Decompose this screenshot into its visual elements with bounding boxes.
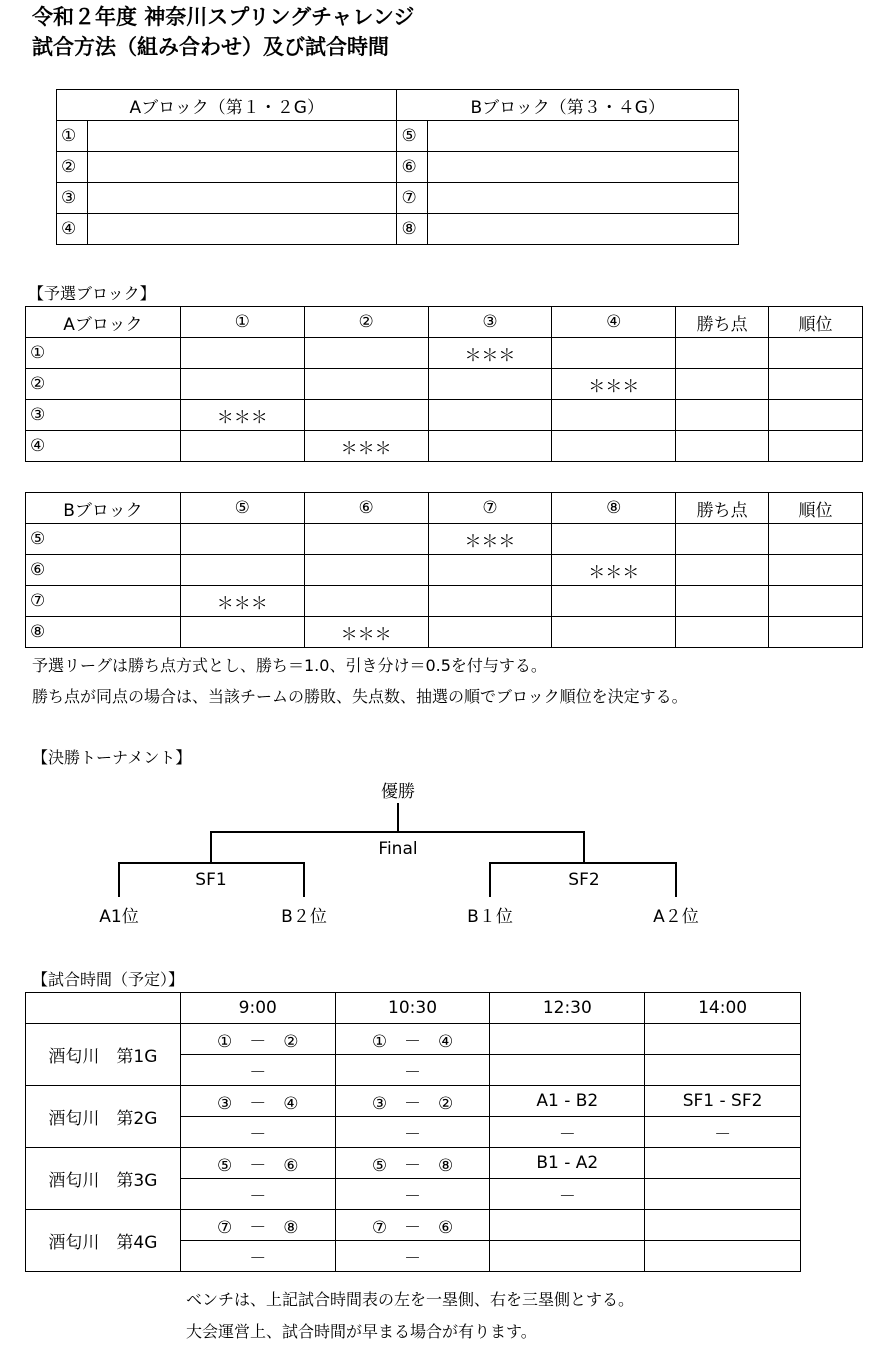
- result-cell: [304, 369, 428, 400]
- final-label: Final: [378, 839, 418, 859]
- score-cell: [645, 1241, 801, 1272]
- bracket-line-champion: [397, 803, 399, 833]
- seed-a1: A1位: [99, 907, 139, 927]
- seed-b2: B２位: [281, 907, 327, 927]
- result-cell: [552, 431, 676, 462]
- bracket-line-a1: [118, 862, 120, 897]
- team-name-cell: [87, 152, 397, 183]
- bracket-line-sf1-stem: [210, 831, 212, 863]
- venue-cell: 酒匂川 第3G: [26, 1148, 181, 1210]
- team-name-cell: [428, 214, 739, 245]
- match-cell: ⑤ － ⑥: [180, 1148, 335, 1179]
- result-cell: [180, 431, 304, 462]
- result-cell: [676, 338, 769, 369]
- result-cell: [769, 617, 863, 648]
- block-a-header-cell: ③: [428, 307, 552, 338]
- prelim-block-a-table: [25, 306, 863, 462]
- result-cell: [304, 586, 428, 617]
- match-cell: [490, 1024, 645, 1055]
- score-cell: －: [335, 1179, 490, 1210]
- team-number: ②: [57, 152, 88, 183]
- row-team-number: ③: [26, 400, 181, 431]
- score-cell: －: [335, 1117, 490, 1148]
- result-cell: [428, 617, 552, 648]
- table-row: [26, 586, 863, 617]
- result-cell: [428, 431, 552, 462]
- match-cell: B1 - A2: [490, 1148, 645, 1179]
- sf1-label: SF1: [195, 870, 227, 890]
- match-cell: ③ － ②: [335, 1086, 490, 1117]
- match-cell: ① － ②: [180, 1024, 335, 1055]
- bracket-line-sf2-stem: [583, 831, 585, 863]
- bracket-line-sf1: [118, 862, 305, 864]
- result-cell: [552, 524, 676, 555]
- result-cell: [304, 400, 428, 431]
- venue-cell: 酒匂川 第4G: [26, 1210, 181, 1272]
- score-cell: －: [490, 1179, 645, 1210]
- block-a-header-cell: ①: [180, 307, 304, 338]
- score-cell: [490, 1241, 645, 1272]
- block-a-header-cell: 順位: [769, 307, 863, 338]
- result-cell: ＊＊＊: [428, 338, 552, 369]
- seed-a2: A２位: [653, 907, 699, 927]
- venue-cell: 酒匂川 第2G: [26, 1086, 181, 1148]
- result-cell: [676, 586, 769, 617]
- score-cell: [645, 1055, 801, 1086]
- score-cell: －: [490, 1117, 645, 1148]
- venue-cell: 酒匂川 第1G: [26, 1024, 181, 1086]
- team-number: ⑥: [397, 152, 428, 183]
- time-header: 9:00: [180, 993, 335, 1024]
- match-cell: ⑦ － ⑥: [335, 1210, 490, 1241]
- bracket-line-a2: [675, 862, 677, 897]
- score-cell: －: [335, 1055, 490, 1086]
- match-cell: [645, 1210, 801, 1241]
- block-b-header: Bブロック（第３・４G）: [397, 90, 739, 121]
- result-cell: [304, 338, 428, 369]
- team-number: ⑤: [397, 121, 428, 152]
- table-row: [26, 1210, 801, 1241]
- match-cell: SF1 - SF2: [645, 1086, 801, 1117]
- result-cell: [769, 369, 863, 400]
- tournament-section-label: 【決勝トーナメント】: [32, 748, 192, 767]
- score-cell: －: [180, 1241, 335, 1272]
- result-cell: [769, 338, 863, 369]
- block-b-header-cell: 勝ち点: [676, 493, 769, 524]
- row-team-number: ⑤: [26, 524, 181, 555]
- result-cell: [180, 555, 304, 586]
- result-cell: [552, 617, 676, 648]
- result-cell: [180, 524, 304, 555]
- block-a-header: Aブロック（第１・２G）: [57, 90, 397, 121]
- table-row: [26, 369, 863, 400]
- block-b-header-cell: ⑦: [428, 493, 552, 524]
- team-number: ④: [57, 214, 88, 245]
- result-cell: [769, 524, 863, 555]
- schedule-note-2: 大会運営上、試合時間が早まる場合が有ります。: [186, 1322, 537, 1341]
- row-team-number: ④: [26, 431, 181, 462]
- block-b-header-cell: Bブロック: [26, 493, 181, 524]
- schedule-section-label: 【試合時間（予定）】: [32, 970, 185, 989]
- schedule-note-1: ベンチは、上記試合時間表の左を一塁側、右を三塁側とする。: [186, 1290, 635, 1309]
- page-title: 令和２年度 神奈川スプリングチャレンジ: [32, 5, 415, 29]
- result-cell: [180, 338, 304, 369]
- row-team-number: ⑥: [26, 555, 181, 586]
- table-row: [26, 524, 863, 555]
- result-cell: ＊＊＊: [180, 400, 304, 431]
- score-cell: [645, 1179, 801, 1210]
- block-a-header-cell: ②: [304, 307, 428, 338]
- time-header: 14:00: [645, 993, 801, 1024]
- row-team-number: ⑧: [26, 617, 181, 648]
- champion-label: 優勝: [381, 782, 415, 802]
- schedule-table: [25, 992, 801, 1272]
- team-number: ⑦: [397, 183, 428, 214]
- team-name-cell: [428, 183, 739, 214]
- block-b-header-cell: ⑥: [304, 493, 428, 524]
- team-name-cell: [87, 121, 397, 152]
- team-name-cell: [87, 183, 397, 214]
- prelim-section-label: 【予選ブロック】: [28, 284, 156, 303]
- row-team-number: ②: [26, 369, 181, 400]
- table-row: [26, 1024, 801, 1055]
- score-cell: －: [180, 1117, 335, 1148]
- result-cell: [428, 400, 552, 431]
- result-cell: [676, 400, 769, 431]
- row-team-number: ⑦: [26, 586, 181, 617]
- result-cell: ＊＊＊: [304, 617, 428, 648]
- prelim-block-b-table: [25, 492, 863, 648]
- block-b-header-cell: 順位: [769, 493, 863, 524]
- match-cell: ⑦ － ⑧: [180, 1210, 335, 1241]
- match-cell: A1 - B2: [490, 1086, 645, 1117]
- team-number: ⑧: [397, 214, 428, 245]
- result-cell: [676, 524, 769, 555]
- bracket-line-b1: [489, 862, 491, 897]
- table-row: [26, 555, 863, 586]
- result-cell: [180, 617, 304, 648]
- team-name-cell: [428, 121, 739, 152]
- score-cell: －: [180, 1179, 335, 1210]
- result-cell: [428, 555, 552, 586]
- result-cell: [180, 369, 304, 400]
- team-name-cell: [428, 152, 739, 183]
- result-cell: [769, 586, 863, 617]
- result-cell: [676, 369, 769, 400]
- table-row: [26, 338, 863, 369]
- table-row: [26, 617, 863, 648]
- time-header: 12:30: [490, 993, 645, 1024]
- result-cell: [552, 400, 676, 431]
- result-cell: [428, 369, 552, 400]
- match-cell: [645, 1024, 801, 1055]
- block-a-header-cell: ④: [552, 307, 676, 338]
- team-number: ①: [57, 121, 88, 152]
- result-cell: [304, 524, 428, 555]
- table-row: [26, 1148, 801, 1179]
- result-cell: [769, 555, 863, 586]
- prelim-note-2: 勝ち点が同点の場合は、当該チームの勝敗、失点数、抽選の順でブロック順位を決定する。: [32, 687, 688, 706]
- bracket-line-sf2: [489, 862, 677, 864]
- table-row: [26, 400, 863, 431]
- score-cell: －: [645, 1117, 801, 1148]
- result-cell: [769, 431, 863, 462]
- result-cell: ＊＊＊: [304, 431, 428, 462]
- result-cell: [769, 400, 863, 431]
- result-cell: [676, 555, 769, 586]
- table-row: [26, 431, 863, 462]
- match-cell: ⑤ － ⑧: [335, 1148, 490, 1179]
- result-cell: ＊＊＊: [428, 524, 552, 555]
- score-cell: －: [335, 1241, 490, 1272]
- result-cell: ＊＊＊: [180, 586, 304, 617]
- result-cell: ＊＊＊: [552, 369, 676, 400]
- seed-b1: B１位: [467, 907, 513, 927]
- block-a-header-cell: 勝ち点: [676, 307, 769, 338]
- result-cell: [428, 586, 552, 617]
- result-cell: [552, 586, 676, 617]
- table-row: [26, 1086, 801, 1117]
- block-b-header-cell: ⑤: [180, 493, 304, 524]
- row-team-number: ①: [26, 338, 181, 369]
- team-name-cell: [87, 214, 397, 245]
- prelim-note-1: 予選リーグは勝ち点方式とし、勝ち＝1.0、引き分け＝0.5を付与する。: [32, 656, 547, 675]
- block-b-header-cell: ⑧: [552, 493, 676, 524]
- score-cell: －: [180, 1055, 335, 1086]
- time-header: 10:30: [335, 993, 490, 1024]
- result-cell: [676, 617, 769, 648]
- result-cell: [552, 338, 676, 369]
- match-cell: [645, 1148, 801, 1179]
- bracket-line-final: [210, 831, 585, 833]
- block-assignment-table: [56, 89, 739, 245]
- result-cell: [304, 555, 428, 586]
- match-cell: ③ － ④: [180, 1086, 335, 1117]
- result-cell: ＊＊＊: [552, 555, 676, 586]
- match-cell: ① － ④: [335, 1024, 490, 1055]
- bracket-line-b2: [303, 862, 305, 897]
- sf2-label: SF2: [568, 870, 600, 890]
- result-cell: [676, 431, 769, 462]
- team-number: ③: [57, 183, 88, 214]
- corner-cell: [26, 993, 181, 1024]
- page-subtitle: 試合方法（組み合わせ）及び試合時間: [32, 35, 389, 59]
- block-a-header-cell: Aブロック: [26, 307, 181, 338]
- score-cell: [490, 1055, 645, 1086]
- match-cell: [490, 1210, 645, 1241]
